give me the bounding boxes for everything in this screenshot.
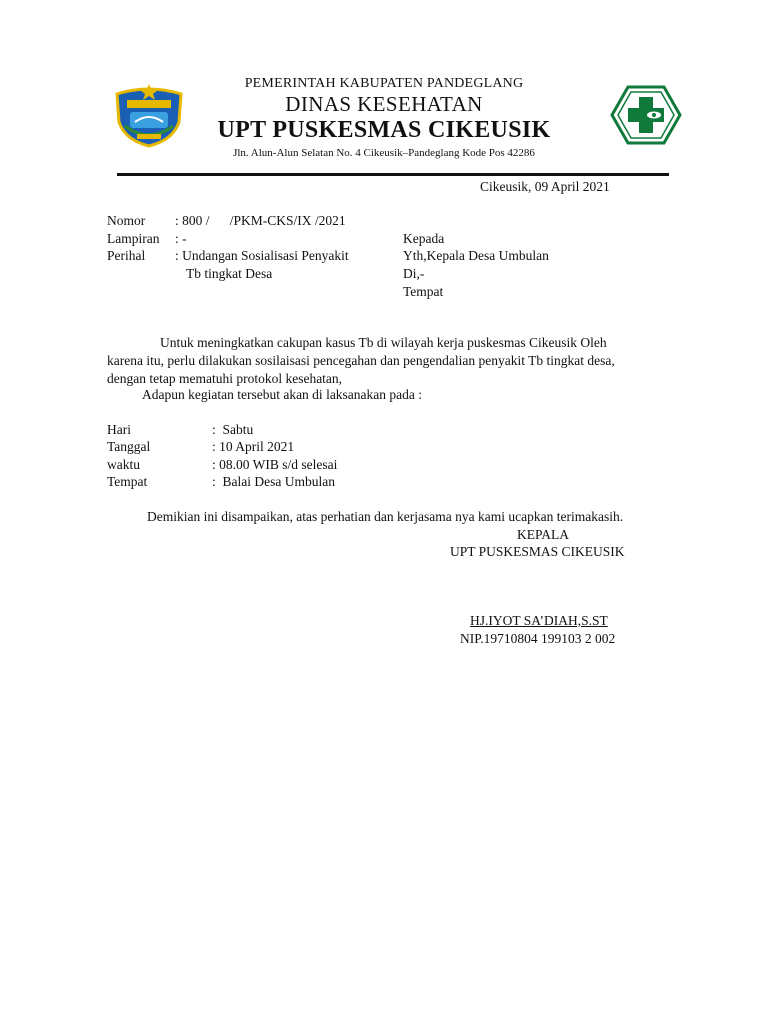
perihal-value-2: Tb tingkat Desa	[186, 266, 273, 281]
body-line-4: Adapun kegiatan tersebut akan di laksanakan pada :	[142, 387, 423, 402]
recipient-line-1: Kepada	[403, 231, 445, 246]
nomor-value: : 800 / /PKM-CKS/IX /2021	[175, 213, 346, 228]
schedule-waktu-label: waktu	[107, 457, 140, 472]
recipient-line-4: Tempat	[403, 284, 444, 299]
nomor-label: Nomor	[107, 213, 146, 228]
schedule-hari-label: Hari	[107, 422, 131, 437]
header-divider	[117, 173, 669, 176]
perihal-label: Perihal	[107, 248, 146, 263]
address-line: Jln. Alun-Alun Selatan No. 4 Cikeusik–Pandeglang Kode Pos 42286	[233, 147, 535, 159]
lampiran-value: : -	[175, 231, 187, 246]
schedule-tempat-label: Tempat	[107, 474, 148, 489]
government-line: PEMERINTAH KABUPATEN PANDEGLANG	[244, 76, 524, 91]
letter-date: Cikeusik, 09 April 2021	[480, 179, 610, 194]
signature-title-2: UPT PUSKESMAS CIKEUSIK	[450, 544, 625, 559]
perihal-value-1: : Undangan Sosialisasi Penyakit	[175, 248, 349, 263]
recipient-line-3: Di,-	[403, 266, 425, 281]
schedule-tanggal-value: : 10 April 2021	[212, 439, 295, 454]
body-line-3: dengan tetap mematuhi protokol kesehatan,	[107, 371, 343, 386]
institution-title: UPT PUSKESMAS CIKEUSIK	[217, 117, 551, 143]
schedule-tanggal-label: Tanggal	[107, 439, 151, 454]
body-line-2: karena itu, perlu dilakukan sosilaisasi pencegahan dan pengendalian penyakit Tb tingkat desa,	[107, 353, 615, 368]
closing-sentence: Demikian ini disampaikan, atas perhatian dan kerjasama nya kami ucapkan terimakasih.	[147, 509, 624, 524]
signature-title-1: KEPALA	[517, 527, 570, 542]
department-line: DINAS KESEHATAN	[285, 92, 483, 116]
body-line-1: Untuk meningkatkan cakupan kasus Tb di wilayah kerja puskesmas Cikeusik Oleh	[160, 335, 607, 350]
signatory-nip: NIP.19710804 199103 2 002	[460, 631, 616, 646]
schedule-hari-value: : Sabtu	[212, 422, 254, 437]
recipient-line-2: Yth,Kepala Desa Umbulan	[403, 248, 549, 263]
signatory-name: HJ.IYOT SA’DIAH,S.ST	[470, 613, 608, 628]
lampiran-label: Lampiran	[107, 231, 160, 246]
schedule-tempat-value: : Balai Desa Umbulan	[212, 474, 335, 489]
schedule-waktu-value: : 08.00 WIB s/d selesai	[212, 457, 338, 472]
